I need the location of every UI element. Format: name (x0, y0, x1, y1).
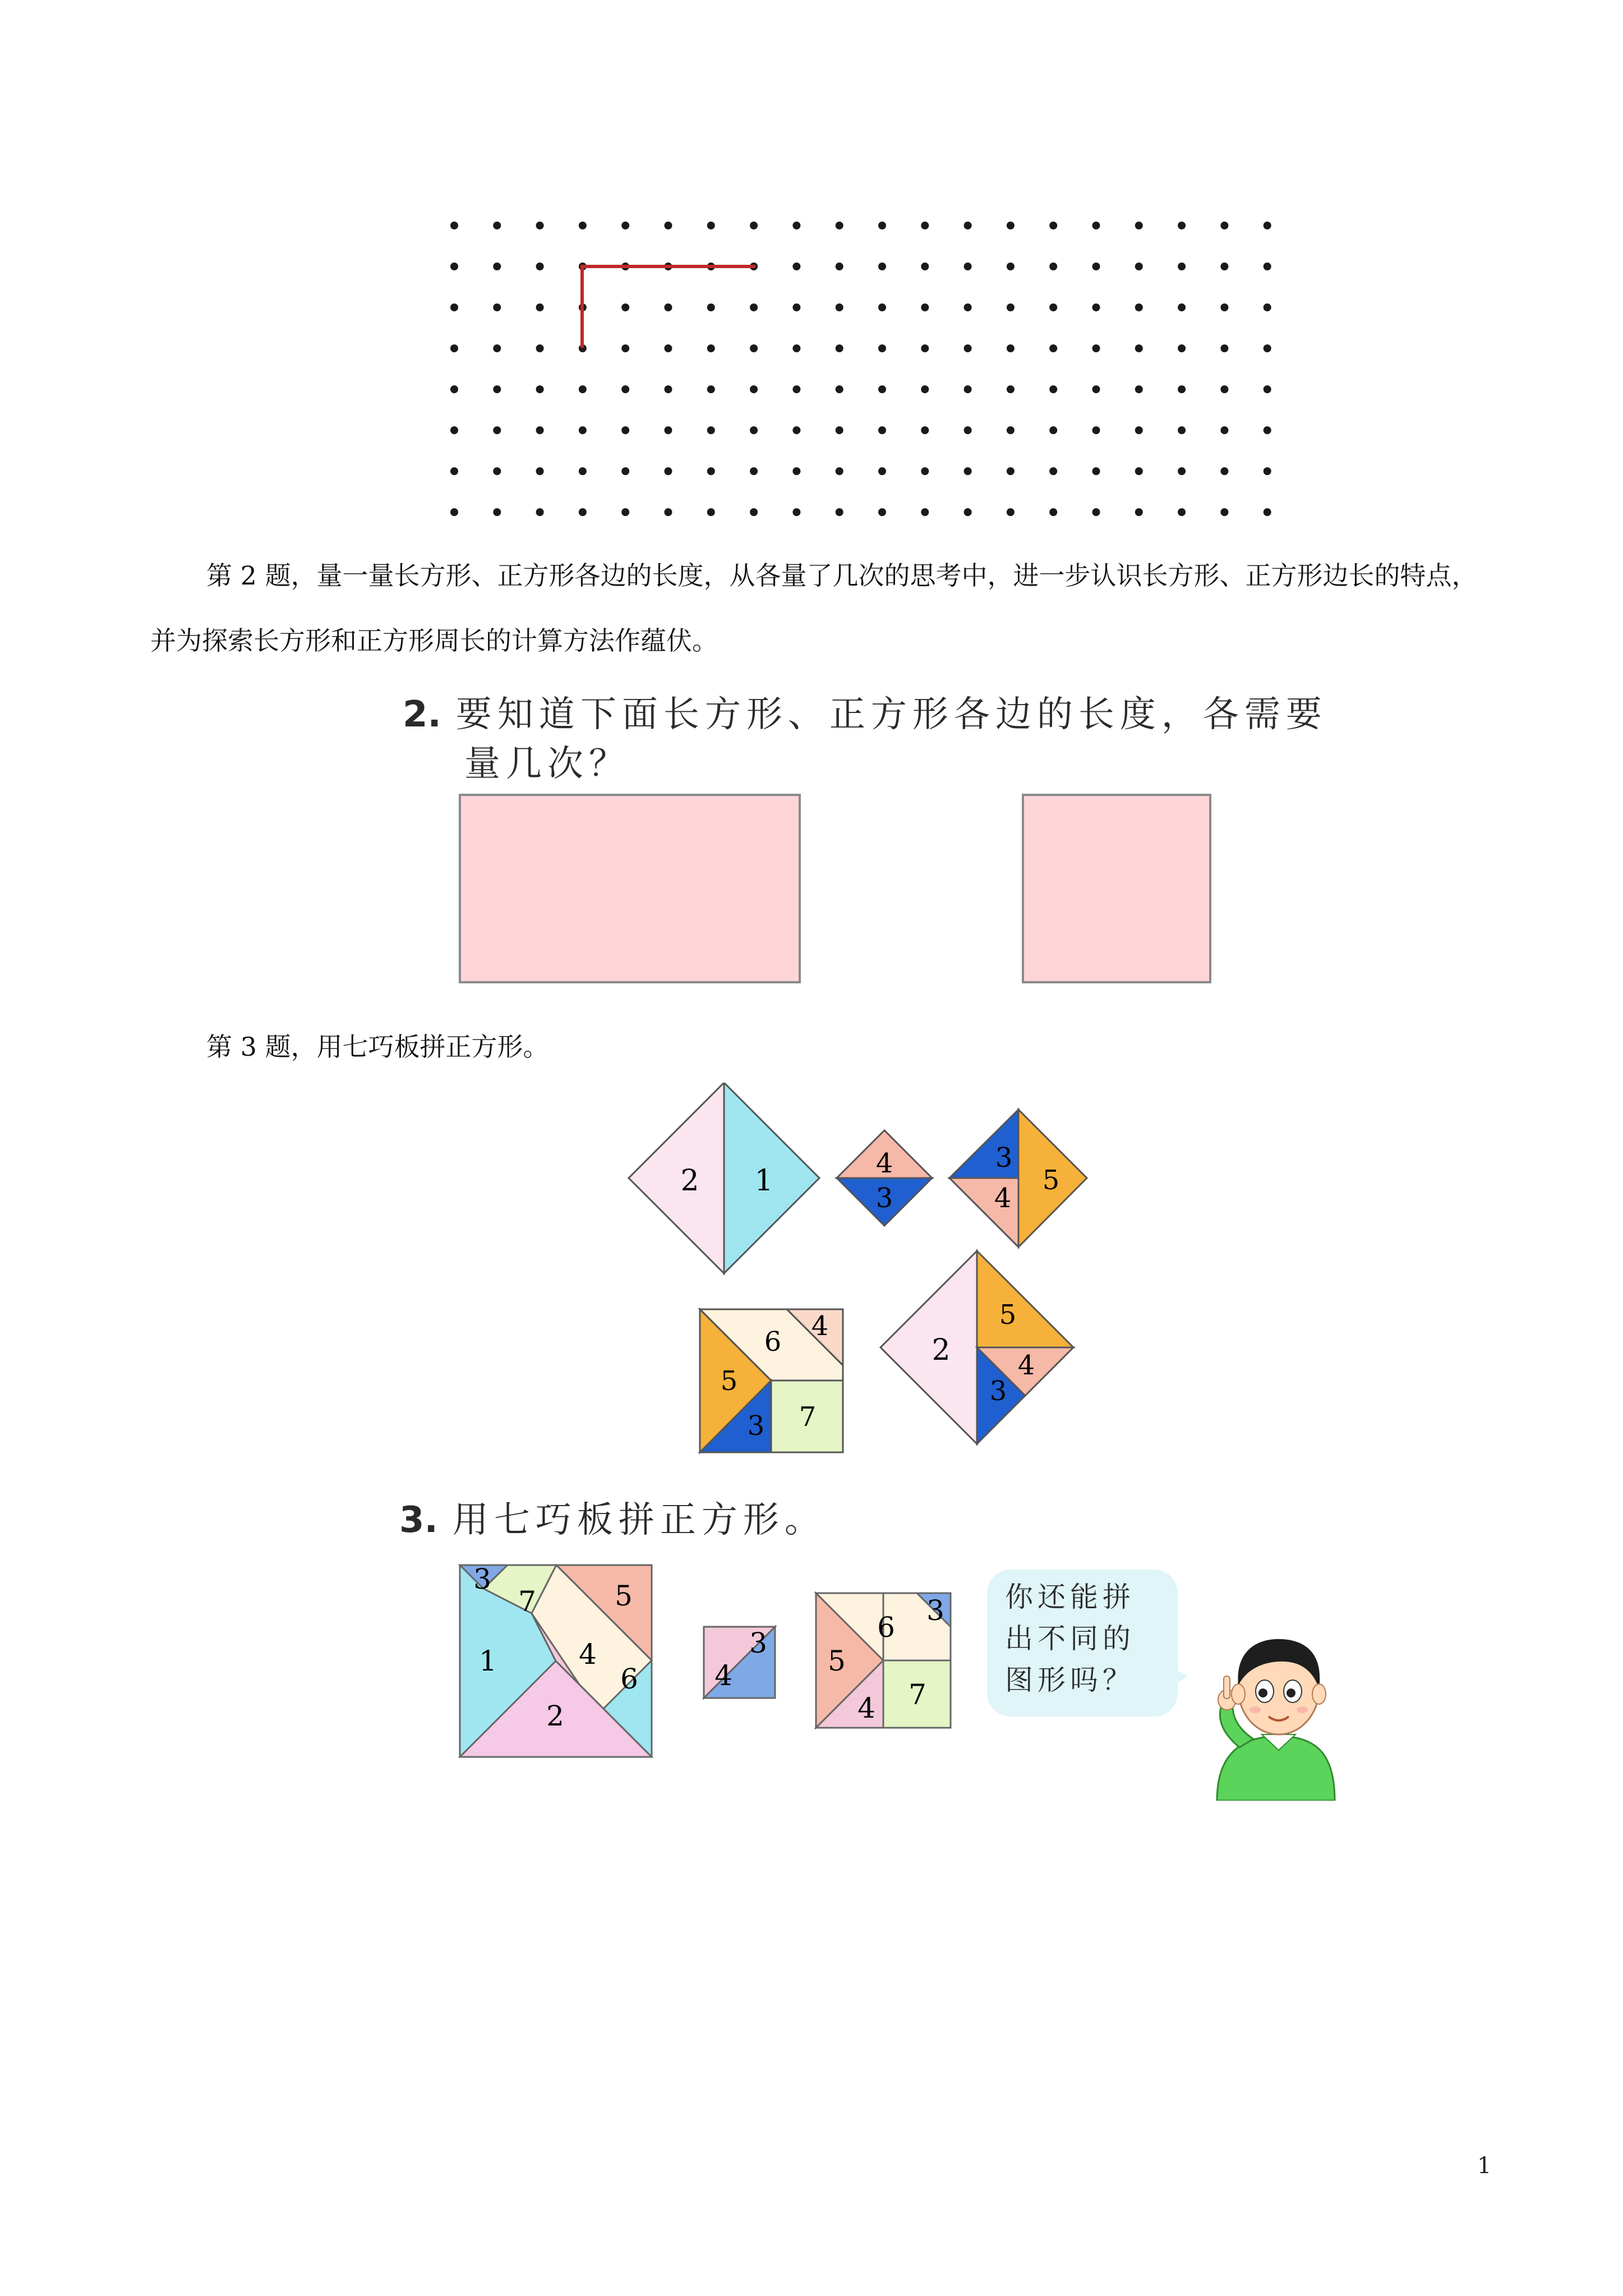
grid-dot (964, 385, 972, 393)
grid-dot (1007, 303, 1015, 311)
tangram-squares-figure (617, 1083, 1110, 1464)
grid-dot (1092, 385, 1100, 393)
grid-dot (1135, 385, 1143, 393)
grid-dot (621, 508, 629, 516)
grid-dot (665, 303, 672, 311)
grid-dot (665, 508, 672, 516)
grid-dot (836, 385, 843, 393)
piece-label: 5 (1042, 1165, 1060, 1196)
piece-label: 4 (714, 1659, 732, 1692)
grid-dot (621, 222, 629, 229)
grid-dot (921, 263, 929, 270)
grid-dot (921, 467, 929, 475)
piece-label: 3 (749, 1627, 767, 1659)
grid-dot (964, 344, 972, 352)
grid-dot (621, 426, 629, 434)
grid-dot (1220, 344, 1228, 352)
grid-dot (450, 508, 458, 516)
grid-dot (878, 222, 886, 229)
piece-label: 3 (995, 1142, 1013, 1174)
grid-dot (878, 385, 886, 393)
piece-label: 2 (546, 1700, 564, 1732)
grid-dot (1007, 508, 1015, 516)
pink-rectangle (459, 794, 801, 983)
piece-label: 5 (615, 1580, 633, 1612)
grid-dot (1092, 303, 1100, 311)
grid-dot (1264, 303, 1271, 311)
piece-label: 6 (877, 1611, 895, 1644)
grid-dot (1220, 263, 1228, 270)
grid-dot (707, 385, 715, 393)
tangram-square-d (700, 1309, 843, 1452)
grid-dot (493, 222, 501, 229)
tangram-square-e (880, 1251, 1073, 1444)
speech-bubble-tail (1165, 1665, 1199, 1699)
grid-dot (665, 344, 672, 352)
grid-dot (1135, 303, 1143, 311)
grid-dot (450, 263, 458, 270)
grid-dot (1220, 303, 1228, 311)
grid-dot (1049, 263, 1057, 270)
grid-dot (792, 467, 800, 475)
tangram-square-g (704, 1627, 775, 1698)
grid-dot (665, 385, 672, 393)
grid-dot (964, 467, 972, 475)
grid-dot (707, 344, 715, 352)
grid-dot (1264, 344, 1271, 352)
grid-dot (921, 385, 929, 393)
paragraph-question-3: 第 3 题，用七巧板拼正方形。 (206, 1032, 549, 1062)
grid-dot (450, 467, 458, 475)
grid-dot (964, 426, 972, 434)
grid-dot (1178, 303, 1186, 311)
bubble-line: 图形吗？ (1005, 1664, 1135, 1696)
grid-dot (493, 385, 501, 393)
grid-dot (836, 508, 843, 516)
piece-label: 1 (479, 1645, 497, 1677)
grid-dot (579, 508, 587, 516)
piece-label: 4 (994, 1182, 1012, 1214)
piece-label: 4 (579, 1638, 597, 1671)
grid-dot (536, 303, 544, 311)
grid-dot (1049, 426, 1057, 434)
grid-dot (1007, 222, 1015, 229)
grid-dot (750, 344, 758, 352)
speech-bubble (987, 1570, 1178, 1717)
grid-dot (493, 467, 501, 475)
grid-dot (792, 426, 800, 434)
grid-dot (536, 426, 544, 434)
grid-dot (665, 426, 672, 434)
piece-label: 7 (799, 1401, 817, 1433)
grid-dot (536, 385, 544, 393)
grid-dot (878, 426, 886, 434)
grid-dot (792, 303, 800, 311)
grid-dot (792, 344, 800, 352)
grid-dot (878, 467, 886, 475)
piece-label: 5 (828, 1645, 846, 1677)
grid-dot (750, 303, 758, 311)
tangram-examples-figure (449, 1554, 1009, 1767)
piece-label: 3 (473, 1563, 491, 1595)
question-text: 要知道下面长方形、正方形各边的长度，各需要 (455, 694, 1327, 735)
grid-dot (1220, 222, 1228, 229)
grid-dot (878, 303, 886, 311)
tangram-square-b (837, 1130, 932, 1226)
page-number: 1 (1477, 2153, 1492, 2179)
grid-dot (836, 344, 843, 352)
grid-dot (1220, 508, 1228, 516)
grid-dot (450, 344, 458, 352)
grid-dot (1049, 222, 1057, 229)
bubble-line: 出不同的 (1005, 1622, 1135, 1655)
grid-dot (1220, 426, 1228, 434)
grid-dot (579, 467, 587, 475)
textbook-question-2-line2: 量几次？ (464, 743, 630, 785)
grid-dot (1220, 385, 1228, 393)
grid-dot (536, 263, 544, 270)
grid-dot (621, 344, 629, 352)
grid-dot (1135, 508, 1143, 516)
grid-dot (1178, 344, 1186, 352)
piece-label: 4 (857, 1692, 875, 1724)
grid-dot (1007, 467, 1015, 475)
tangram-square-h (816, 1593, 951, 1728)
grid-dot (1092, 222, 1100, 229)
grid-dot (665, 467, 672, 475)
grid-dot (536, 508, 544, 516)
grid-dot (1135, 344, 1143, 352)
grid-dot (1092, 263, 1100, 270)
bubble-line: 你还能拼 (1005, 1581, 1135, 1613)
grid-dot (579, 385, 587, 393)
piece-label: 2 (680, 1164, 699, 1198)
piece-label: 1 (754, 1164, 773, 1198)
grid-dot (1049, 385, 1057, 393)
question-text: 用七巧板拼正方形。 (452, 1499, 826, 1541)
piece-label: 6 (620, 1663, 638, 1695)
piece-label: 3 (747, 1410, 765, 1442)
grid-dot (921, 222, 929, 229)
grid-dot (1264, 467, 1271, 475)
grid-dot (921, 303, 929, 311)
grid-dot (1092, 344, 1100, 352)
grid-dot (921, 344, 929, 352)
grid-dot (878, 508, 886, 516)
grid-dot (621, 467, 629, 475)
grid-dot (707, 222, 715, 229)
grid-dot (1092, 467, 1100, 475)
question-number: 2. (403, 694, 441, 735)
piece-label: 4 (811, 1310, 829, 1342)
grid-dot (1007, 385, 1015, 393)
grid-dot (493, 303, 501, 311)
tangram-square-c (949, 1110, 1087, 1247)
grid-dot (1220, 467, 1228, 475)
grid-dot (1007, 344, 1015, 352)
grid-dot (707, 303, 715, 311)
grid-dot (1007, 426, 1015, 434)
grid-dot (665, 222, 672, 229)
grid-dot (621, 385, 629, 393)
grid-dot (1178, 508, 1186, 516)
grid-dot (1178, 222, 1186, 229)
textbook-question-3-title (399, 1491, 826, 1543)
grid-dot (1264, 385, 1271, 393)
grid-dot (878, 344, 886, 352)
piece-label: 7 (518, 1585, 536, 1618)
grid-dot (450, 222, 458, 229)
grid-dot (750, 385, 758, 393)
grid-dot (750, 467, 758, 475)
grid-dot (792, 222, 800, 229)
grid-dot (1049, 303, 1057, 311)
grid-dot (836, 303, 843, 311)
grid-dot (579, 426, 587, 434)
grid-dot (1178, 467, 1186, 475)
grid-dot (1049, 508, 1057, 516)
grid-dot (750, 426, 758, 434)
grid-dot (493, 508, 501, 516)
grid-dot (621, 303, 629, 311)
grid-dot (450, 385, 458, 393)
grid-dot (1178, 263, 1186, 270)
grid-dot (493, 426, 501, 434)
pink-square (1022, 794, 1211, 983)
piece-label: 5 (720, 1365, 738, 1397)
grid-dot (1178, 426, 1186, 434)
piece-label: 7 (909, 1678, 926, 1711)
grid-dot (536, 222, 544, 229)
grid-dot (1264, 508, 1271, 516)
grid-dot (1092, 426, 1100, 434)
grid-dot (836, 222, 843, 229)
grid-dot (1049, 467, 1057, 475)
textbook-question-2-line1 (403, 685, 1327, 737)
grid-dot (536, 467, 544, 475)
grid-dot (707, 467, 715, 475)
dot-grid (443, 219, 1273, 522)
grid-dot (836, 263, 843, 270)
grid-dot (878, 263, 886, 270)
piece-label: 2 (932, 1333, 951, 1367)
grid-dot (1264, 263, 1271, 270)
grid-dot (1135, 467, 1143, 475)
grid-dot (707, 508, 715, 516)
grid-dot (921, 426, 929, 434)
grid-dot (1135, 222, 1143, 229)
grid-dot (792, 385, 800, 393)
piece-label: 3 (989, 1375, 1007, 1407)
grid-dot (707, 426, 715, 434)
question-number: 3. (399, 1499, 438, 1541)
grid-dot (536, 344, 544, 352)
paragraph-question-2: 第 2 题，量一量长方形、正方形各边的长度，从各量了几次的思考中，进一步认识长方形、正方形边长的特点，并为探索长方形和正方形周长的计算方法作蕴伏。 (150, 560, 1478, 656)
grid-dot (792, 263, 800, 270)
grid-dot (1178, 385, 1186, 393)
grid-dot (579, 222, 587, 229)
tangram-square-a (629, 1083, 819, 1273)
piece-label: 3 (875, 1182, 893, 1214)
piece-label: 4 (875, 1148, 893, 1179)
grid-dot (964, 263, 972, 270)
piece-label: 4 (1017, 1350, 1035, 1381)
grid-dot (750, 222, 758, 229)
grid-dot (450, 426, 458, 434)
grid-dot (1264, 222, 1271, 229)
grid-dot (792, 508, 800, 516)
piece-label: 3 (926, 1594, 944, 1627)
grid-dot (450, 303, 458, 311)
grid-dot (1135, 263, 1143, 270)
piece-label: 6 (764, 1326, 782, 1358)
grid-dot (493, 263, 501, 270)
grid-dot (836, 426, 843, 434)
grid-dot (1264, 426, 1271, 434)
grid-dot (836, 467, 843, 475)
grid-dot (964, 508, 972, 516)
piece-label: 5 (999, 1299, 1017, 1331)
grid-dot (921, 508, 929, 516)
grid-dot (1092, 508, 1100, 516)
tangram-square-f (460, 1563, 652, 1757)
grid-dot (964, 303, 972, 311)
grid-dot (1135, 426, 1143, 434)
grid-dot (964, 222, 972, 229)
grid-dot (493, 344, 501, 352)
cartoon-boy-illustration (1200, 1616, 1346, 1801)
grid-dot (750, 508, 758, 516)
grid-dot (1049, 344, 1057, 352)
grid-dot (1007, 263, 1015, 270)
